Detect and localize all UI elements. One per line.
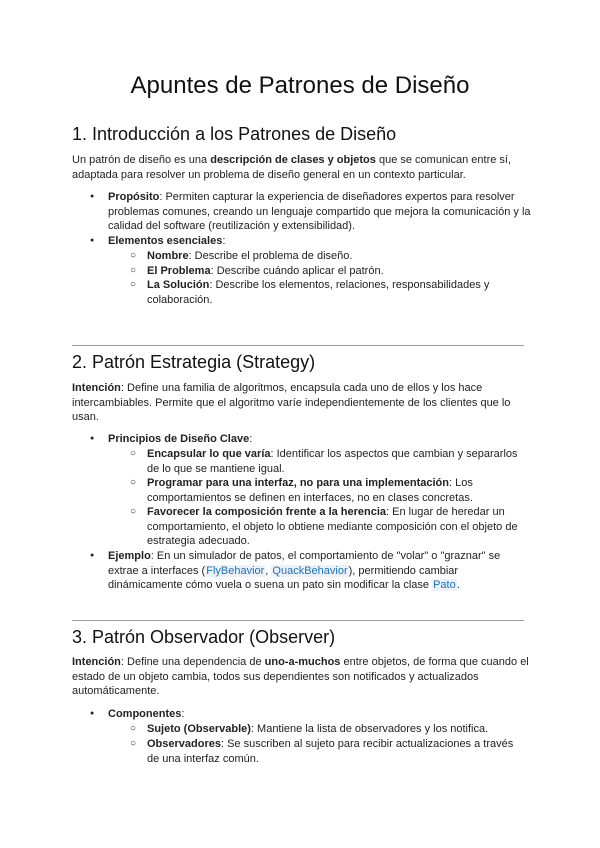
section-1-heading: 1. Introducción a los Patrones de Diseño [72,124,397,144]
sub-bullet-text: : Mantiene la lista de observadores y los notifica. [250,723,489,735]
bullet-purpose-text: : Permiten capturar la experiencia de diseñadores expertos para resolver problemas comunes, creando un lenguaje compartido que mejora la comunicación y la calidad del software (reutilización y extensibilidad). [108,191,531,233]
bullet-purpose [108,190,533,234]
sub-bullet-subject [147,722,527,737]
document-title: Apuntes de Patrones de Diseño [130,72,470,99]
code-quackbehavior: QuackBehavior [272,564,348,577]
sub-bullet-composition [147,505,527,549]
section-2-heading: 2. Patrón Estrategia (Strategy) [72,352,316,372]
sub-bullet-solution [147,278,527,307]
sub-bullet-label: La Solución [147,279,210,291]
bullet-elements-label: Elementos esenciales [108,235,223,247]
sub-bullet-name [147,249,527,264]
sub-bullet-text: : Describe cuándo aplicar el patrón. [210,265,384,277]
section-3-intent [72,655,532,699]
intent-label: Intención [72,382,121,394]
sub-bullet-label: Favorecer la composición frente a la herencia [147,506,387,518]
sub-bullet-interface [147,476,527,505]
bullet-example-text: , [265,564,272,577]
bullet-example-text: ), permitiendo cambiar dinámicamente cómo vuela o suena un pato sin modificar la clase [108,564,459,592]
sub-bullet-problem [147,264,527,279]
sub-bullet-label: Nombre [147,250,189,262]
bullet-elements-colon: : [222,235,226,247]
sub-bullet-text: : En lugar de heredar un comportamiento, el objeto lo obtiene mediante composición con el objeto de estrategia adecuado. [147,506,518,548]
sub-bullet-text: : Describe los elementos, relaciones, responsabilidades y colaboración. [147,279,490,306]
sub-bullet-label: Observadores [147,738,221,750]
sub-bullet-label: Sujeto (Observable) [147,723,251,735]
sub-bullet-observers [147,737,527,766]
sub-bullet-label: Programar para una interfaz, no para una implementación [147,477,449,489]
bullet-elements [108,234,533,249]
intent-text: : Define una familia de algoritmos, encapsula cada uno de ellos y los hace intercambiables. Permite que el algoritmo varíe independientemente de los clientes que lo usan. [72,382,511,424]
intent-text-end: entre objetos, de forma que cuando el estado de un objeto cambia, todos sus dependientes son notificados y actualizados automáticamente. [72,656,529,698]
bullet-purpose-label: Propósito [108,191,160,203]
intro-bold: descripción de clases y objetos [210,154,376,166]
bullet-components-colon: : [181,708,185,720]
bullet-components-label: Componentes [108,708,182,720]
sub-bullet-text: : Describe el problema de diseño. [188,250,353,262]
bullet-principles [108,432,533,447]
section-2-intent [72,381,532,425]
bullet-example-text: : En un simulador de patos, el comportamiento de "volar" o "graznar" se extrae a interfaces ( [108,550,501,577]
bullet-example-label: Ejemplo [108,550,151,562]
sub-bullet-text: : Los comportamientos se definen en interfaces, no en clases concretas. [147,477,473,504]
intent-label: Intención [72,656,121,668]
intro-text: Un patrón de diseño es una [72,154,211,166]
code-pato: Pato [433,579,456,592]
bullet-example [108,549,533,593]
code-flybehavior: FlyBehavior [206,564,265,577]
section-divider-1 [72,345,524,346]
bullet-principles-colon: : [249,433,253,445]
section-1-intro [72,153,532,182]
intro-text-end: que se comunican entre sí, adaptada para resolver un problema de diseño general en un contexto particular. [72,154,512,181]
sub-bullet-text: : Se suscriben al sujeto para recibir actualizaciones a través de una interfaz común. [147,738,514,765]
sub-bullet-label: El Problema [147,265,211,277]
section-3-heading: 3. Patrón Observador (Observer) [72,627,336,647]
bullet-example-text: . [456,579,460,592]
intent-text: : Define una dependencia de [120,656,265,668]
sub-bullet-encapsulate [147,447,527,476]
sub-bullet-label: Encapsular lo que varía [147,448,271,460]
sub-bullet-text: : Identificar los aspectos que cambian y separarlos de lo que se mantiene igual. [147,448,518,475]
intent-bold: uno-a-muchos [264,656,341,668]
section-divider-2 [72,620,524,621]
bullet-components [108,707,533,722]
bullet-principles-label: Principios de Diseño Clave [108,433,250,445]
